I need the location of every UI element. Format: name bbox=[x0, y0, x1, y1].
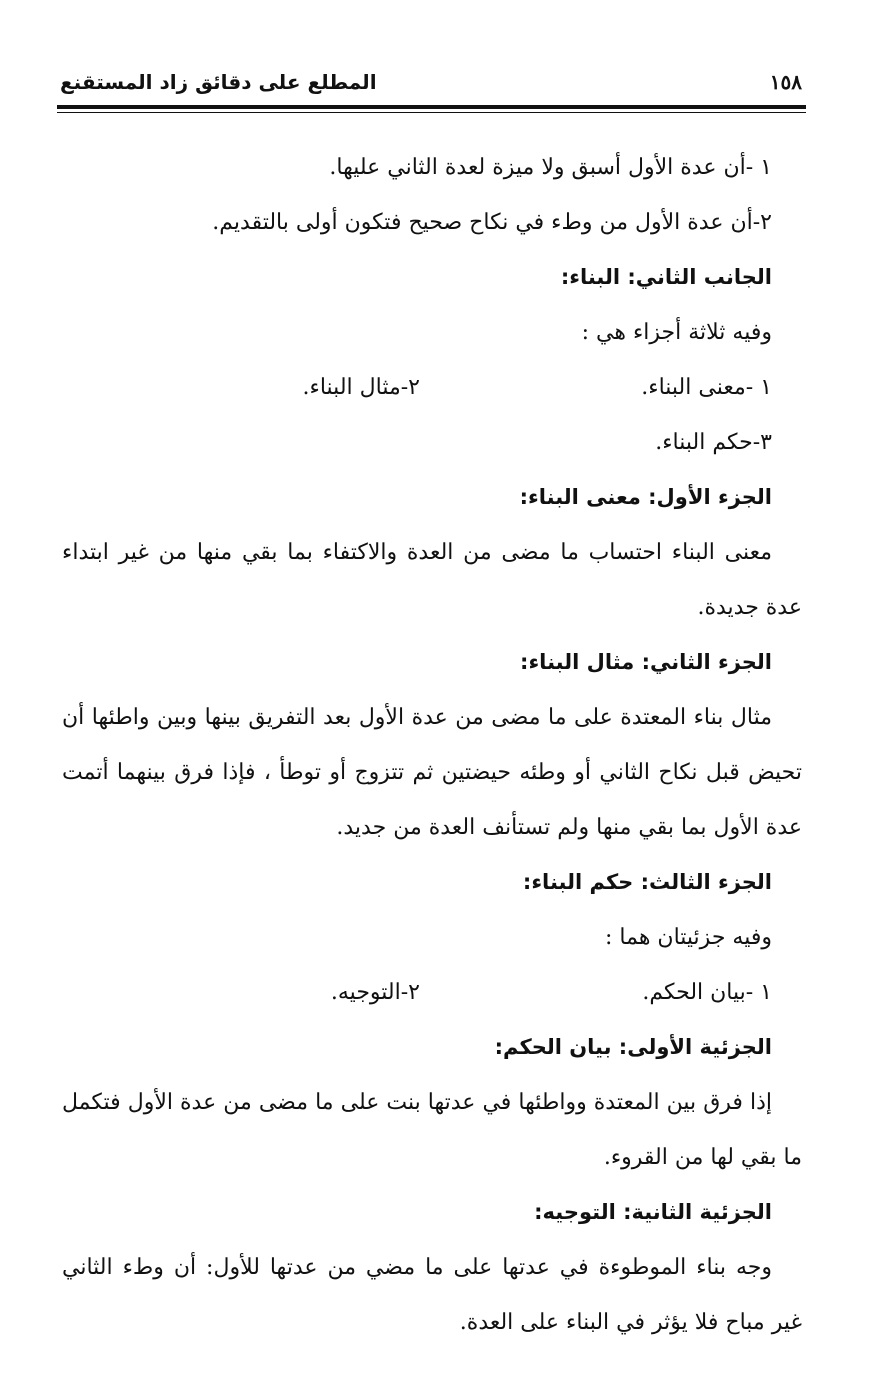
paragraph-line: وفيه ثلاثة أجزاء هي : bbox=[581, 320, 772, 345]
list-item: ٢-أن عدة الأول من وطء في نكاح صحيح فتكون أولى بالتقديم. bbox=[212, 210, 772, 235]
paragraph-line: إذا فرق بين المعتدة وواطئها في عدتها بنت على ما مضى من عدة الأول فتكمل bbox=[62, 1090, 772, 1115]
page-body bbox=[62, 140, 802, 1350]
list-item: ٣-حكم البناء. bbox=[655, 430, 772, 455]
paragraph-line: وفيه جزئيتان هما : bbox=[605, 925, 772, 950]
page-header bbox=[60, 70, 802, 102]
paragraph-line: ما بقي لها من القروء. bbox=[603, 1145, 802, 1170]
list-item: ١ -معنى البناء. bbox=[641, 375, 772, 400]
paragraph-line: وجه بناء الموطوءة في عدتها على ما مضي من عدتها للأول: أن وطء الثاني bbox=[62, 1255, 772, 1280]
paragraph-line: غير مباح فلا يؤثر في البناء على العدة. bbox=[459, 1310, 802, 1335]
section-heading: الجزء الثاني: مثال البناء: bbox=[520, 650, 772, 674]
paragraph-line: عدة الأول بما بقي منها ولم تستأنف العدة من جديد. bbox=[336, 815, 802, 840]
paragraph-line: عدة جديدة. bbox=[697, 595, 802, 620]
paragraph-line: مثال بناء المعتدة على ما مضى من عدة الأول بعد التفريق بينها وبين واطئها أن bbox=[62, 705, 772, 730]
header-rule-thin bbox=[57, 112, 806, 113]
page-number: ١٥٨ bbox=[769, 70, 802, 94]
two-column-list bbox=[62, 360, 802, 415]
paragraph-line: تحيض قبل نكاح الثاني أو وطئه حيضتين ثم تتزوج أو توطأ ، فإذا فرق بينهما أتمت bbox=[62, 760, 803, 785]
list-item: ٢-التوجيه. bbox=[330, 980, 420, 1005]
list-item: ٢-مثال البناء. bbox=[302, 375, 420, 400]
section-heading: الجزئية الأولى: بيان الحكم: bbox=[494, 1035, 772, 1059]
list-item: ١ -بيان الحكم. bbox=[642, 980, 772, 1005]
running-title: المطلع على دقائق زاد المستقنع bbox=[60, 70, 377, 94]
section-heading: الجزئية الثانية: التوجيه: bbox=[534, 1200, 772, 1224]
section-heading: الجانب الثاني: البناء: bbox=[560, 265, 772, 289]
two-column-list bbox=[62, 965, 802, 1020]
paragraph-line: معنى البناء احتساب ما مضى من العدة والاكتفاء بما بقي منها من غير ابتداء bbox=[62, 540, 772, 565]
section-heading: الجزء الأول: معنى البناء: bbox=[519, 485, 772, 509]
header-rule-thick bbox=[57, 105, 806, 109]
section-heading: الجزء الثالث: حكم البناء: bbox=[522, 870, 772, 894]
list-item: ١ -أن عدة الأول أسبق ولا ميزة لعدة الثاني عليها. bbox=[329, 155, 772, 180]
